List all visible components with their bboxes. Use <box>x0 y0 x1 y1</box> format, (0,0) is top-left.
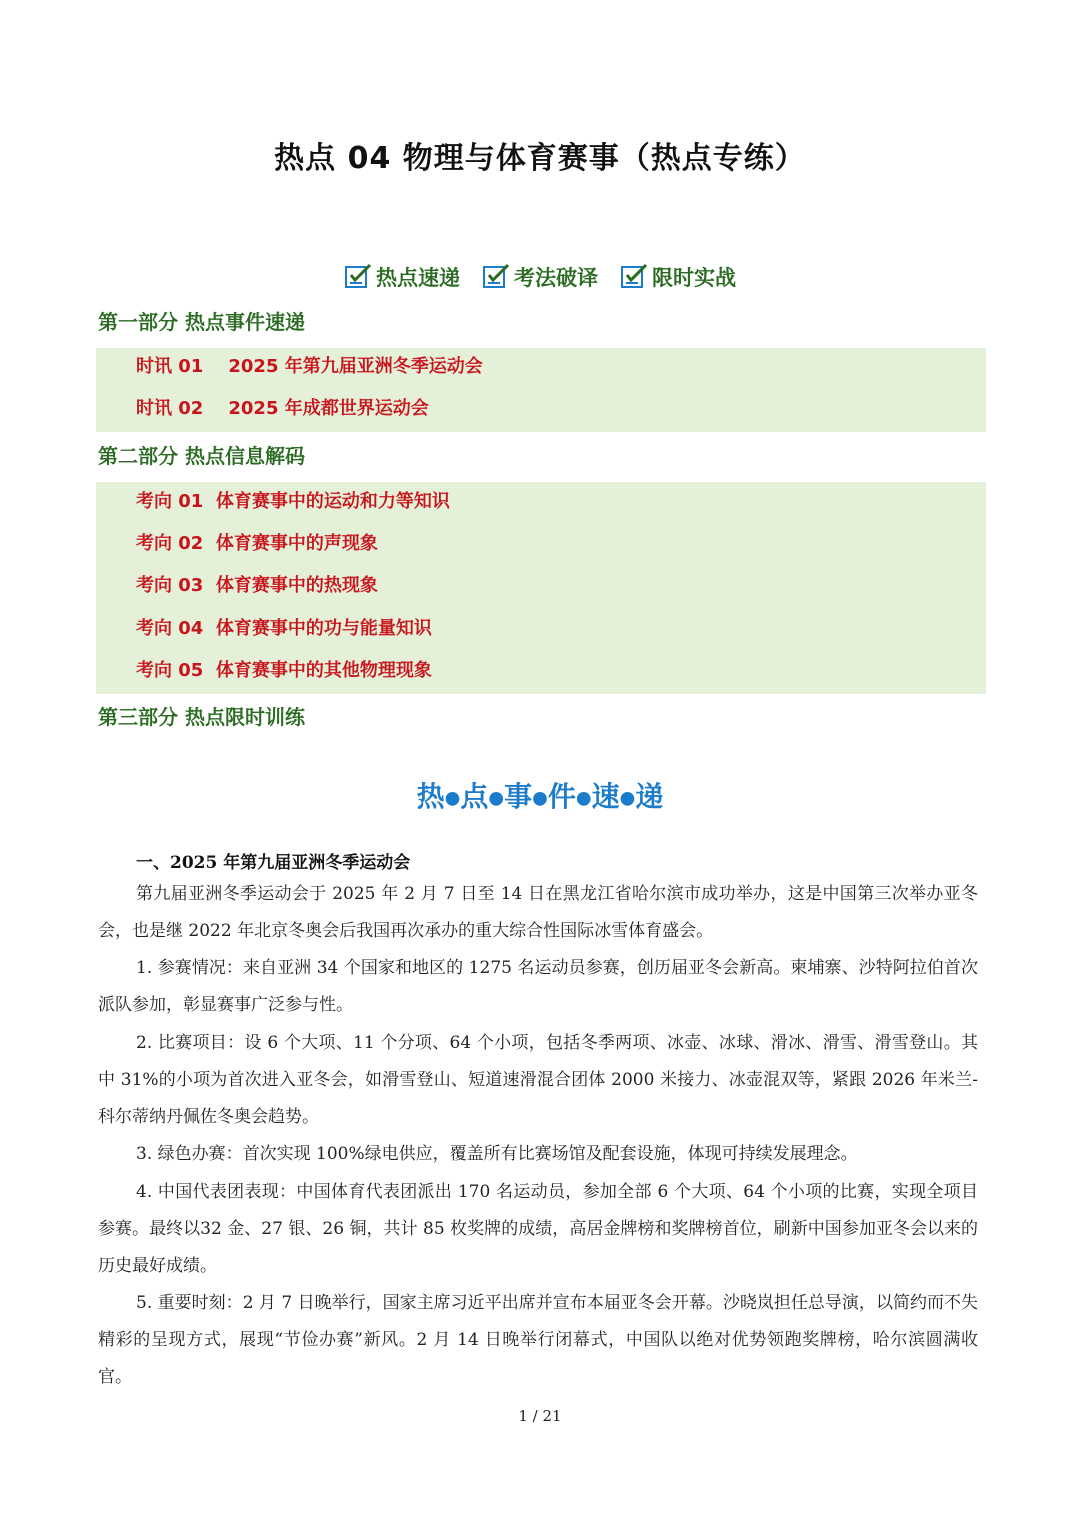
paragraph-key-moments: 5. 重要时刻：2 月 7 日晚举行，国家主席习近平出席并宣布本届亚冬会开幕。沙晓岚担任总导演，以简约而不失精彩的呈现方式，展现“节俭办赛”新风。2 月 14 日晚举行闭幕式，中国队以绝对优势领跑奖牌榜，哈尔滨圆满收官。 <box>98 1293 978 1387</box>
banner-char: 事 <box>504 780 533 813</box>
toc-item-topic-05[interactable]: 考向 05 体育赛事中的其他物理现象 <box>136 660 432 681</box>
part-3-heading[interactable]: 第三部分 热点限时训练 <box>98 705 305 729</box>
section-nav <box>0 262 1080 292</box>
nav-label: 考法破译 <box>514 266 598 290</box>
page-number: 1 / 21 <box>518 1407 562 1425</box>
banner-dot: ● <box>444 787 461 809</box>
banner-char: 速 <box>591 780 620 813</box>
paragraph-intro: 第九届亚洲冬季运动会于 2025 年 2 月 7 日至 14 日在黑龙江省哈尔滨市成功举办，这是中国第三次举办亚冬会，也是继 2022 年北京冬奥会后我国再次承办的重大综合性国际冰雪体育盛会。 <box>98 884 978 941</box>
paragraph-events: 2. 比赛项目：设 6 个大项、11 个分项、64 个小项，包括冬季两项、冰壶、冰球、滑冰、滑雪、滑雪登山。其中 31%的小项为首次进入亚冬会，如滑雪登山、短道速滑混合团体 2000 米接力、冰壶混双等，紧跟 2026 年米兰-科尔蒂纳丹佩佐冬奥会趋势。 <box>98 1033 978 1127</box>
toc-item-news-02[interactable]: 时讯 02 2025 年成都世界运动会 <box>136 398 429 419</box>
section-banner-hot-events <box>0 775 1080 815</box>
document-title: 热点 04 物理与体育赛事（热点专练） <box>274 141 806 176</box>
toc-item-topic-04[interactable]: 考向 04 体育赛事中的功与能量知识 <box>136 618 432 639</box>
toc-item-topic-02[interactable]: 考向 02 体育赛事中的声现象 <box>136 533 378 554</box>
toc-item-topic-03[interactable]: 考向 03 体育赛事中的热现象 <box>136 575 378 596</box>
part-1-heading[interactable]: 第一部分 热点事件速递 <box>98 310 305 334</box>
checklist-icon <box>482 262 512 292</box>
nav-label: 热点速递 <box>376 266 460 290</box>
banner-dot: ● <box>575 787 592 809</box>
paragraph-participation: 1. 参赛情况：来自亚洲 34 个国家和地区的 1275 名运动员参赛，创历届亚冬会新高。柬埔寨、沙特阿拉伯首次派队参加，彰显赛事广泛参与性。 <box>98 958 978 1015</box>
article-heading: 一、2025 年第九届亚洲冬季运动会 <box>136 853 411 873</box>
nav-item-exam-methods[interactable] <box>482 262 598 292</box>
banner-dot: ● <box>488 787 505 809</box>
part-2-heading[interactable]: 第二部分 热点信息解码 <box>98 444 305 468</box>
nav-item-timed-practice[interactable] <box>620 262 736 292</box>
nav-label: 限时实战 <box>652 266 736 290</box>
paragraph-china-team: 4. 中国代表团表现：中国体育代表团派出 170 名运动员，参加全部 6 个大项、64 个小项的比赛，实现全项目参赛。最终以32 金、27 银、26 铜，共计 85 枚奖牌的成绩，高居金牌榜和奖牌榜首位，刷新中国参加亚冬会以来的历史最好成绩。 <box>98 1182 978 1276</box>
toc-item-news-01[interactable]: 时讯 01 2025 年第九届亚洲冬季运动会 <box>136 356 483 377</box>
checklist-icon <box>344 262 374 292</box>
banner-char: 件 <box>547 780 576 813</box>
checklist-icon <box>620 262 650 292</box>
paragraph-green: 3. 绿色办赛：首次实现 100%绿电供应，覆盖所有比赛场馆及配套设施，体现可持续发展理念。 <box>136 1144 858 1164</box>
banner-dot: ● <box>532 787 548 809</box>
toc-box-part-1 <box>96 348 986 432</box>
toc-item-topic-01[interactable]: 考向 01 体育赛事中的运动和力等知识 <box>136 491 450 512</box>
banner-char: 热 <box>416 780 445 813</box>
banner-char: 点 <box>460 780 489 813</box>
toc-box-part-2 <box>96 482 986 694</box>
nav-item-hot-news[interactable] <box>344 262 460 292</box>
banner-char: 递 <box>635 780 664 813</box>
banner-dot: ● <box>619 787 636 809</box>
